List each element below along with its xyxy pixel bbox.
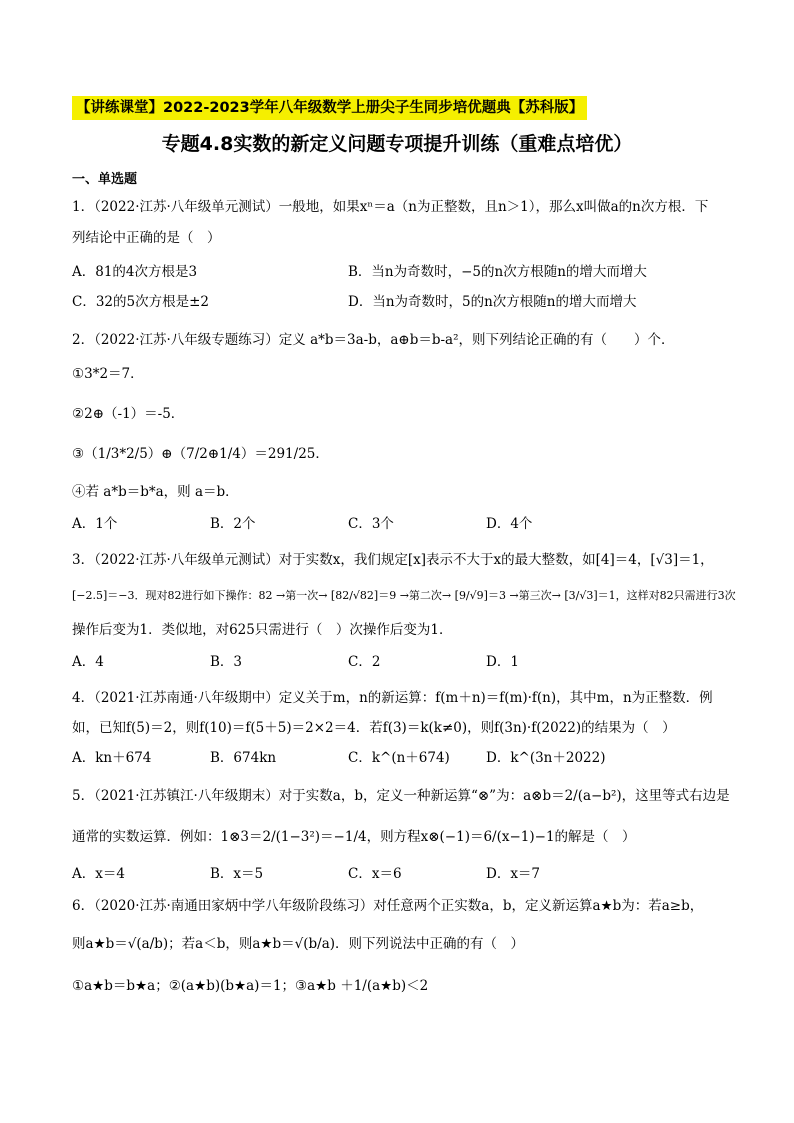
q4-option-d: D．k^(3n＋2022) (486, 750, 606, 766)
q4-option-c: C．k^(n＋674) (348, 750, 450, 766)
q1-stem-line1: 1．（2022·江苏·八年级单元测试）一般地，如果xⁿ＝a（n为正整数，且n＞1），那么x叫做a的n次方根．下 (72, 199, 709, 215)
q2-statement-3: ③（1/3*2/5）⊕（7/2⊕1/4）＝291/25． (72, 446, 329, 462)
q3-option-a: A．4 (72, 654, 104, 670)
q5-option-d: D．x＝7 (486, 866, 541, 882)
q2-option-b: B．2个 (210, 516, 256, 532)
q3-option-b: B．3 (210, 654, 243, 670)
q1-option-c: C．32的5次方根是±2 (72, 294, 209, 310)
q5-option-a: A．x＝4 (72, 866, 125, 882)
q1-option-a: A．81的4次方根是3 (72, 264, 198, 280)
q3-stem-line1: 3．（2022·江苏·八年级单元测试）对于实数x，我们规定[x]表示不大于x的最大整数，如[4]＝4，[√3]＝1， (72, 552, 714, 568)
page-title: 专题4.8实数的新定义问题专项提升训练（重难点培优） (161, 133, 633, 155)
q4-option-a: A．kn＋674 (72, 750, 152, 766)
q2-stem: 2．（2022·江苏·八年级专题练习）定义 a*b＝3a-b，a⊕b＝b-a²，则下列结论正确的有（ ）个． (72, 332, 675, 348)
q5-stem-line1: 5．（2021·江苏镇江·八年级期末）对于实数a，b，定义一种新运算“⊗”为：a⊗b＝2/(a−b²)，这里等式右边是 (72, 788, 730, 804)
q6-stem-line2: 则a★b＝√(a/b)；若a＜b，则a★b＝√(b/a)．则下列说法中正确的有（ ） (72, 936, 525, 952)
q4-stem-line1: 4．（2021·江苏南通·八年级期中）定义关于m，n的新运算：f(m＋n)＝f(m)·f(n)，其中m，n为正整数．例 (72, 690, 713, 706)
q5-option-c: C．x＝6 (348, 866, 402, 882)
q3-option-c: C．2 (348, 654, 381, 670)
q1-stem-line2: 列结论中正确的是（ ） (72, 230, 221, 246)
series-banner: 【讲练课堂】2022-2023学年八年级数学上册尖子生同步培优题典【苏科版】 (72, 96, 587, 120)
q5-stem-line2: 通常的实数运算．例如：1⊗3＝2/(1−3²)＝−1/4，则方程x⊗(−1)＝6/(x−1)−1的解是（ ） (72, 829, 636, 845)
q6-statements: ①a★b＝b★a；②(a★b)(b★a)＝1；③a★b ＋1/(a★b)＜2 (72, 978, 429, 994)
q3-option-d: D．1 (486, 654, 519, 670)
q2-statement-4: ④若 a*b＝b*a，则 a＝b． (72, 484, 239, 500)
q3-stem-line2: [−2.5]＝−3．现对82进行如下操作：82 →第一次→ [82/√82]＝9 →第二次→ [9/√9]＝3 →第三次→ [3/√3]＝1，这样对82只需进行3次 (72, 589, 736, 602)
q4-option-b: B．674kn (210, 750, 277, 766)
q6-stem-line1: 6．（2020·江苏·南通田家炳中学八年级阶段练习）对任意两个正实数a，b，定义新运算a★b为：若a≥b， (72, 898, 704, 914)
q2-statement-2: ②2⊕（-1）＝-5． (72, 406, 185, 422)
q4-stem-line2: 如，已知f(5)＝2，则f(10)＝f(5＋5)＝2×2＝4．若f(3)＝k(k≠0)，则f(3n)·f(2022)的结果为（ ） (72, 720, 676, 736)
q5-option-b: B．x＝5 (210, 866, 264, 882)
q3-stem-line3: 操作后变为1．类似地，对625只需进行（ ）次操作后变为1． (72, 622, 453, 638)
q2-option-d: D．4个 (486, 516, 533, 532)
q2-statement-1: ①3*2＝7． (72, 366, 144, 382)
section-heading: 一、单选题 (72, 172, 138, 187)
q1-option-b: B．当n为奇数时，−5的n次方根随n的增大而增大 (348, 264, 647, 280)
q2-option-c: C．3个 (348, 516, 394, 532)
q1-option-d: D．当n为奇数时，5的n次方根随n的增大而增大 (348, 294, 637, 310)
q2-option-a: A．1个 (72, 516, 118, 532)
